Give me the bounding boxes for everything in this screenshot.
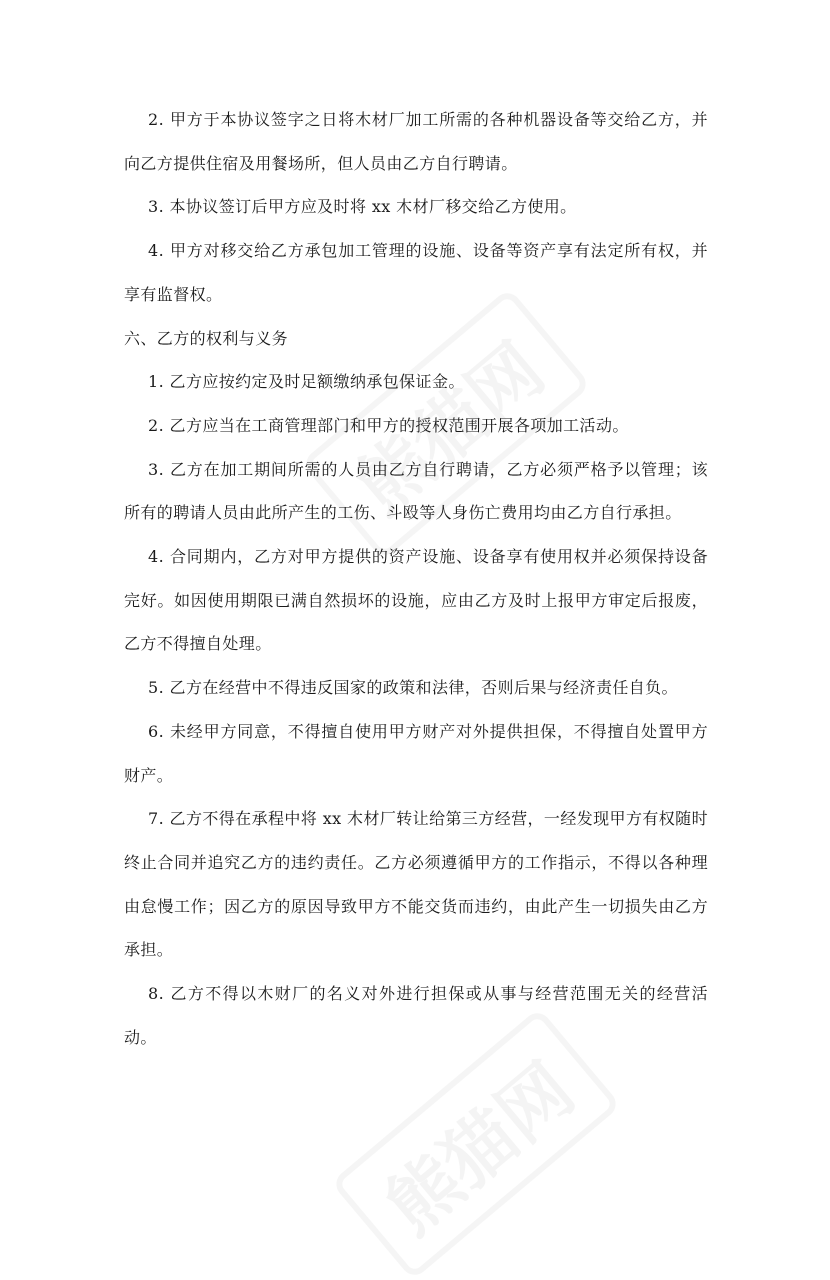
list-item: 8. 乙方不得以木财厂的名义对外进行担保或从事与经营范围无关的经营活动。 [124,984,708,1047]
list-item: 4. 合同期内，乙方对甲方提供的资产设施、设备享有使用权并必须保持设备完好。如因使用期限已满自然损坏的设施，应由乙方及时上报甲方审定后报废，乙方不得擅自处理。 [124,547,708,654]
list-item: 7. 乙方不得在承程中将 xx 木材厂转让给第三方经营，一经发现甲方有权随时终止合同并追究乙方的违约责任。乙方必须遵循甲方的工作指示，不得以各种理由怠慢工作；因乙方的原因导致甲方不能交货而违约，由此产生一切损失由乙方承担。 [124,809,708,960]
list-item: 2. 甲方于本协议签字之日将木材厂加工所需的各种机器设备等交给乙方，并向乙方提供住宿及用餐场所，但人员由乙方自行聘请。 [124,110,708,173]
list-item: 6. 未经甲方同意，不得擅自使用甲方财产对外提供担保，不得擅自处置甲方财产。 [124,721,708,785]
list-item: 3. 本协议签订后甲方应及时将 xx 木材厂移交给乙方使用。 [148,197,577,217]
list-item: 4. 甲方对移交给乙方承包加工管理的设施、设备等资产享有法定所有权，并享有监督权。 [124,241,708,304]
list-item: 3. 乙方在加工期间所需的人员由乙方自行聘请，乙方必须严格予以管理；该所有的聘请人员由此所产生的工伤、斗殴等人身伤亡费用均由乙方自行承担。 [124,459,708,523]
list-item: 2. 乙方应当在工商管理部门和甲方的授权范围开展各项加工活动。 [148,415,629,435]
document-body [124,98,708,1059]
section-heading: 六、乙方的权利与义务 [124,328,289,348]
list-item: 5. 乙方在经营中不得违反国家的政策和法律，否则后果与经济责任自负。 [148,678,678,698]
list-item: 1. 乙方应按约定及时足额缴纳承包保证金。 [148,372,465,392]
